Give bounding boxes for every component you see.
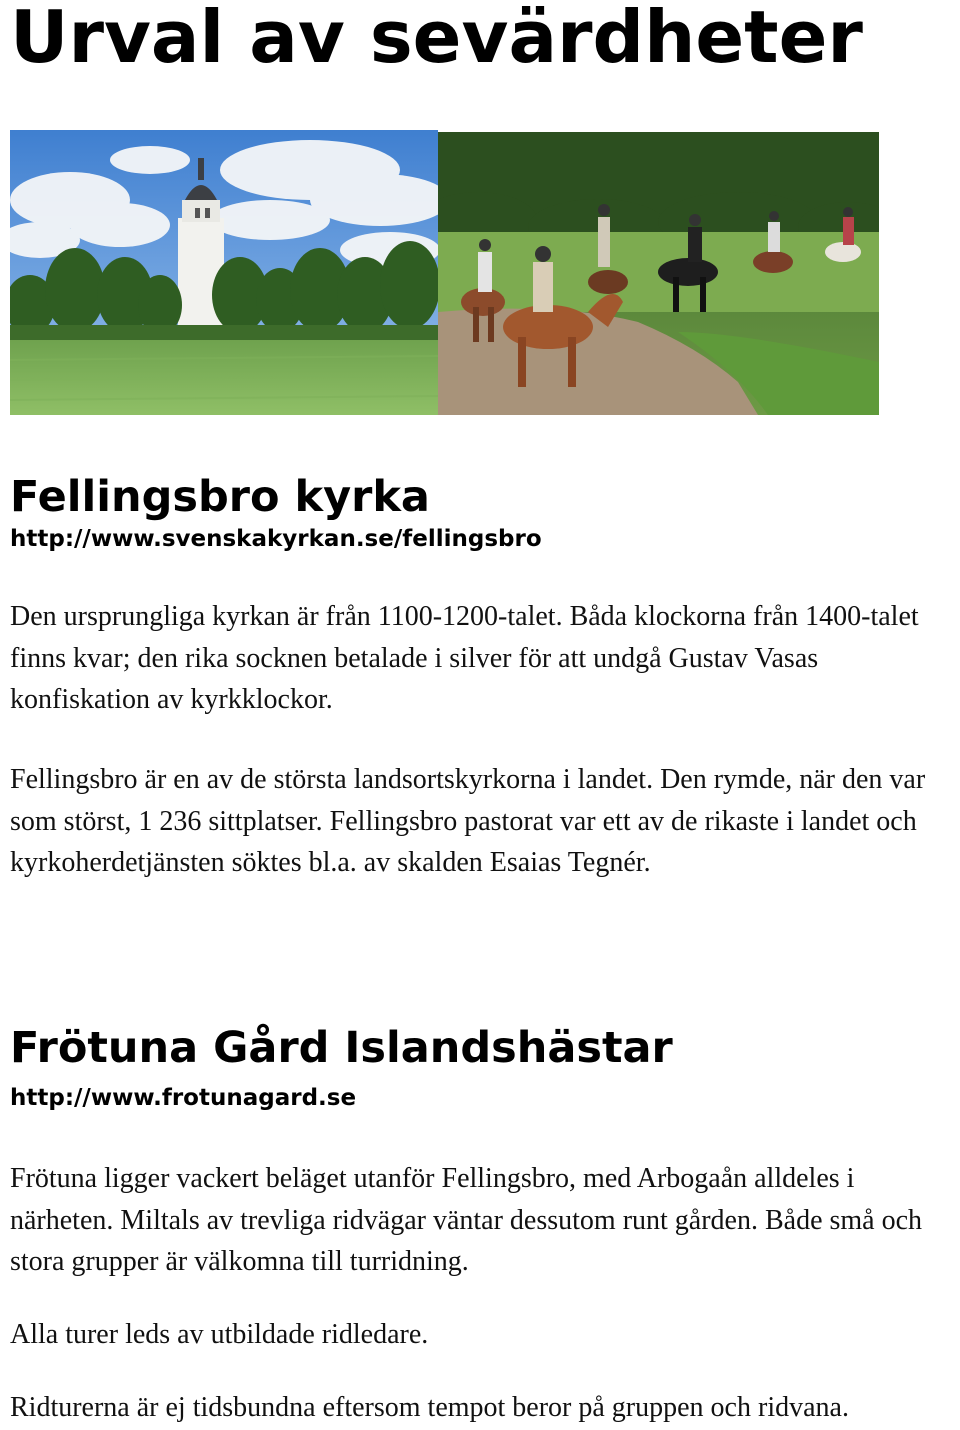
section-heading-fellingsbro-kyrka: Fellingsbro kyrka: [10, 472, 430, 522]
horses-photo: [438, 132, 879, 415]
paragraph: Den ursprungliga kyrkan är från 1100-1200-talet. Båda klockorna från 1400-talet finns kvar; den rika socknen betalade i silver för att undgå Gustav Vasas konfiskation av kyrkklockor.: [10, 601, 919, 715]
section-url-fellingsbro-kyrka[interactable]: http://www.svenskakyrkan.se/fellingsbro: [10, 526, 542, 552]
church-photo-illustration: [10, 130, 438, 415]
paragraph: Alla turer leds av utbildade ridledare.: [10, 1319, 429, 1350]
paragraph: Ridturerna är ej tidsbundna eftersom tempot beror på gruppen och ridvana.: [10, 1392, 849, 1423]
church-photo: [10, 130, 438, 415]
section-url-frotuna-gard[interactable]: http://www.frotunagard.se: [10, 1085, 357, 1111]
section-heading-frotuna-gard: Frötuna Gård Islandshästar: [10, 1023, 673, 1073]
horses-photo-illustration: [438, 132, 879, 415]
paragraph: Frötuna ligger vackert beläget utanför Fellingsbro, med Arbogaån alldeles i närheten. Miltals av trevliga ridvägar väntar dessutom runt gården. Både små och stora grupper är välkomna till turridning.: [10, 1163, 923, 1277]
paragraph: Fellingsbro är en av de största landsortskyrkorna i landet. Den rymde, när den var som störst, 1 236 sittplatser. Fellingsbro pastorat var ett av de rikaste i landet och kyrkoherdetjänsten söktes bl.a. av skalden Esaias Tegnér.: [10, 764, 926, 878]
page-title: Urval av sevärdheter: [10, 0, 863, 79]
